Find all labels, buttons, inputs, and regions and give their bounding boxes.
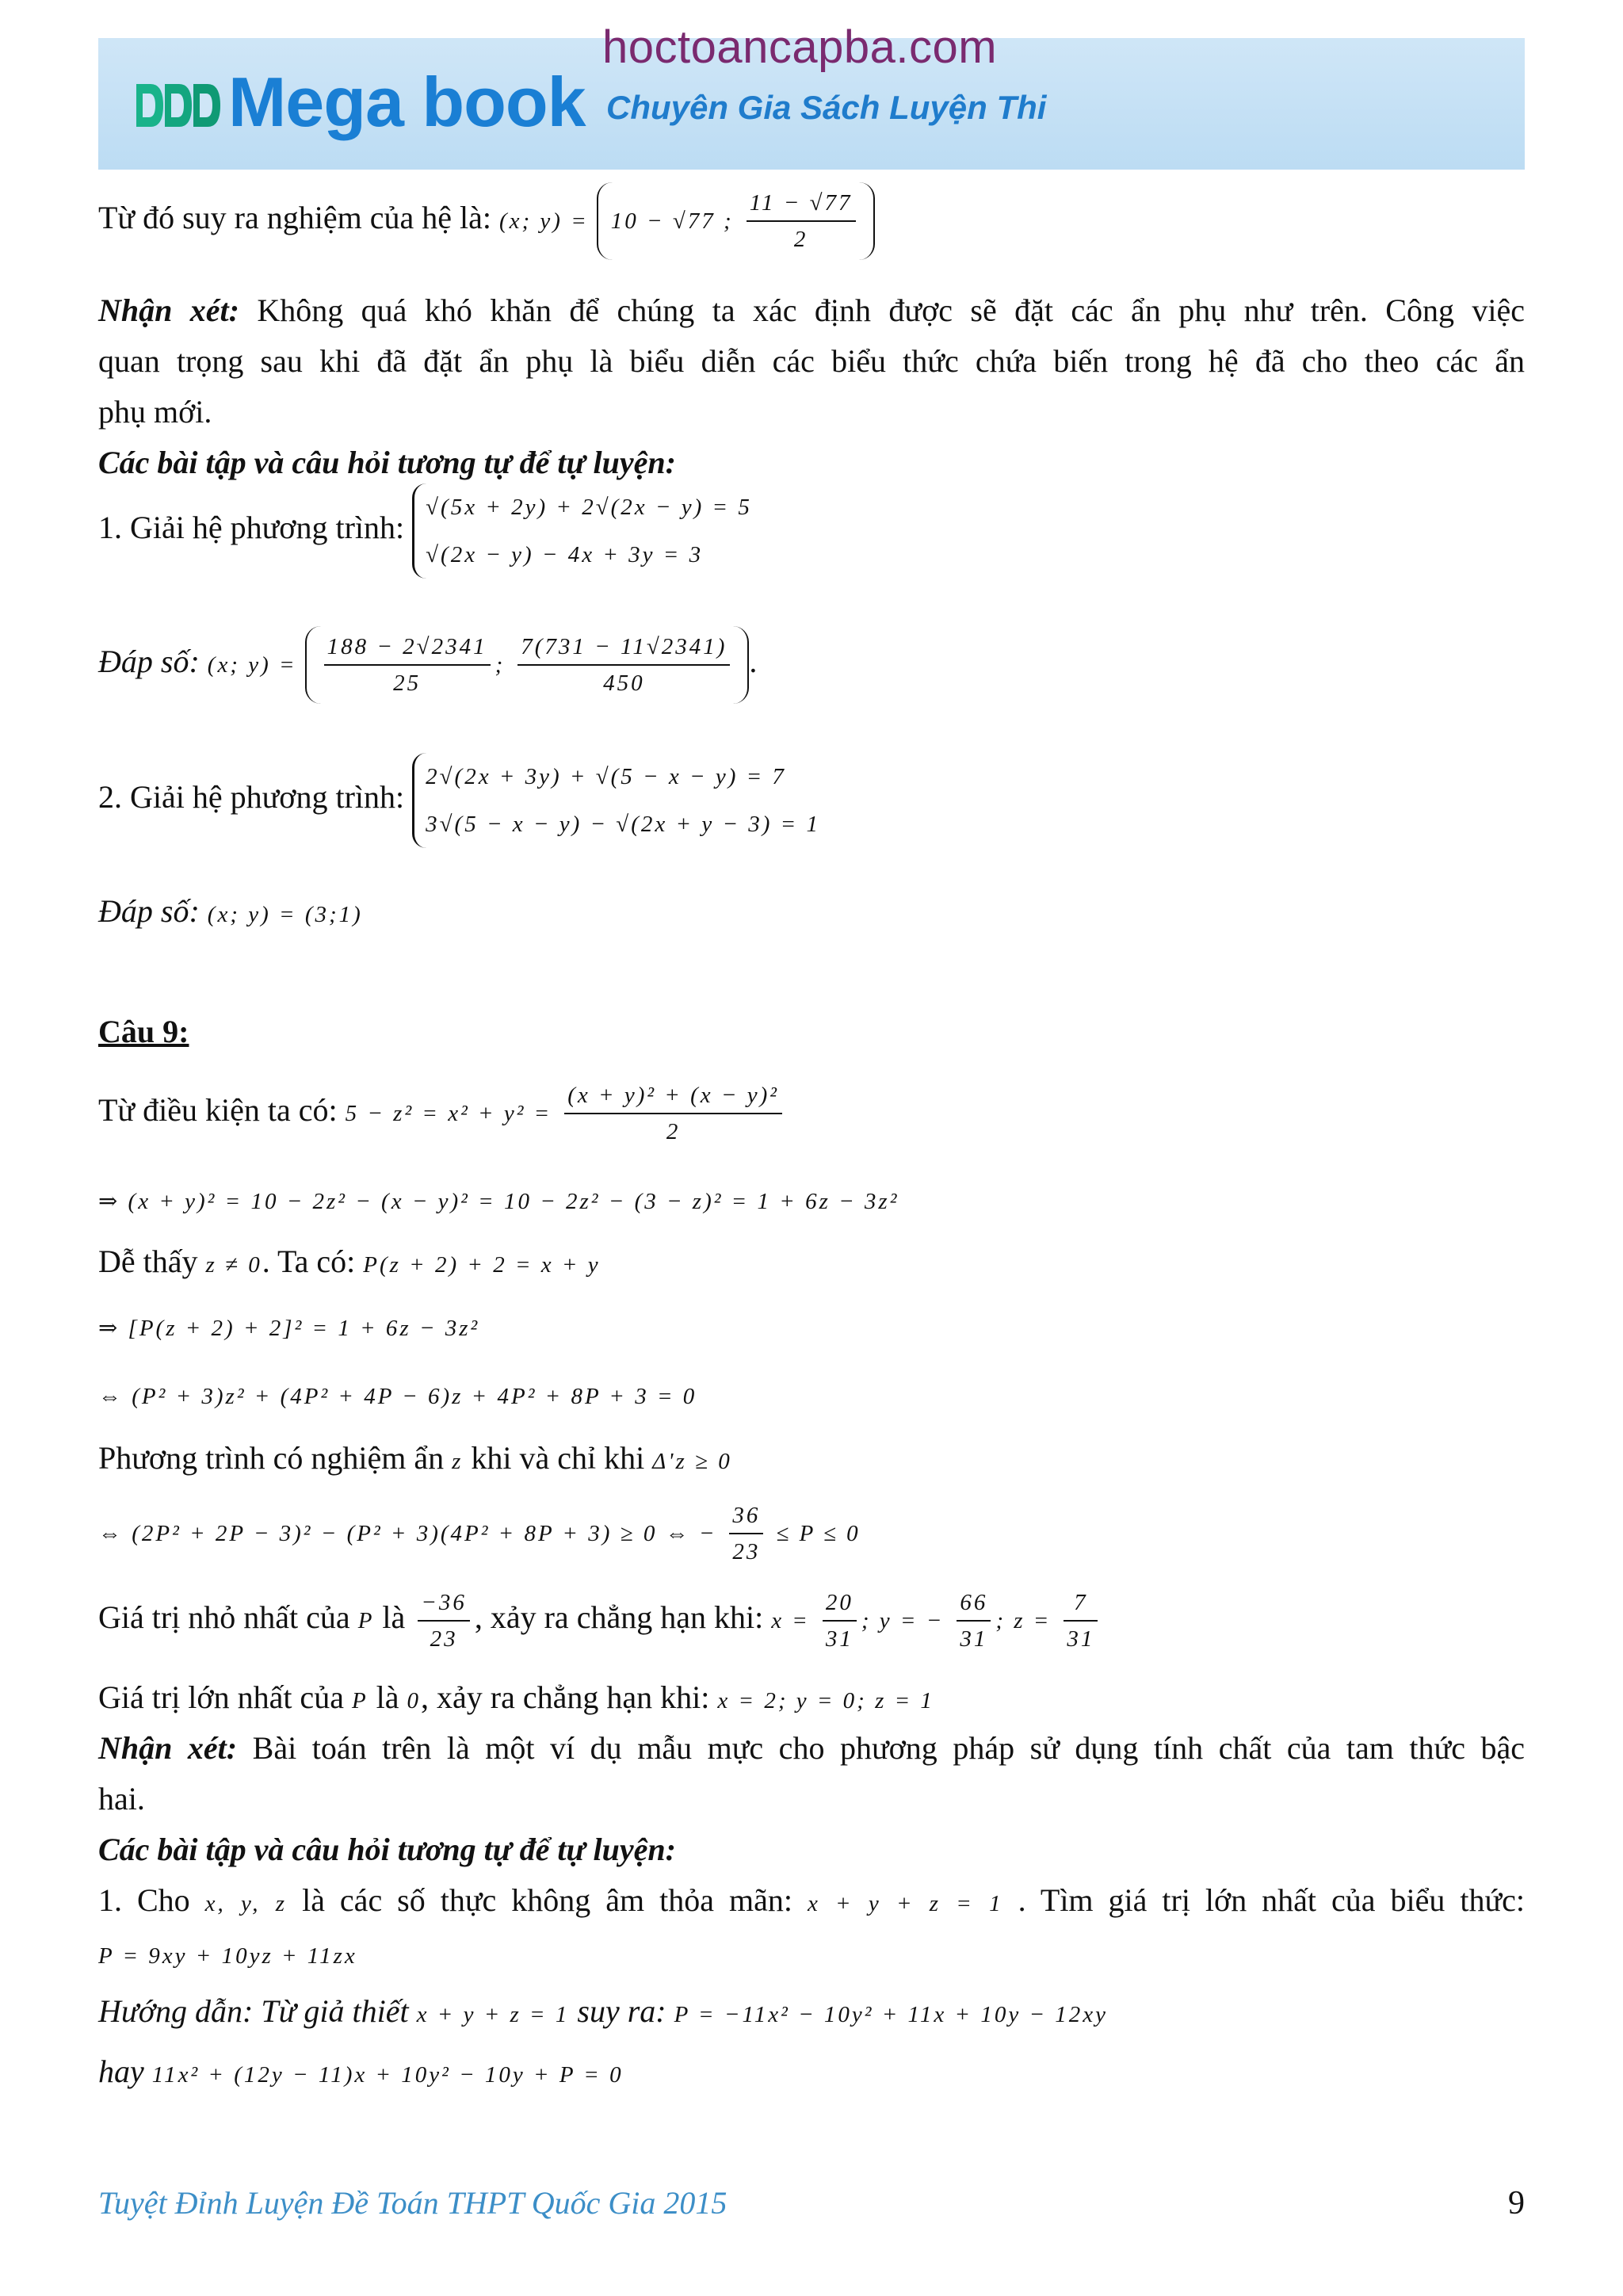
practice-heading: Các bài tập và câu hỏi tương tự để tự luyện: [98, 445, 676, 480]
math-x-value: 10 − √77 ; [610, 208, 734, 235]
text: là [382, 1599, 406, 1636]
brand-name: Mega book [228, 63, 586, 141]
fraction [823, 1585, 857, 1656]
math: ⇒ [P(z + 2) + 2]² = 1 + 6z − 3z² [98, 1316, 480, 1341]
fraction-denominator: 23 [732, 1539, 761, 1564]
math: ⇔ (2P² + 2P − 3)² − (P² + 3)(4P² + 8P + 3) ≥ 0 ⇔ − [98, 1521, 717, 1547]
text: Giá trị nhỏ nhất của [98, 1599, 350, 1636]
fraction-numerator: 7(731 − 11√2341) [517, 629, 730, 666]
text: Giá trị lớn nhất của [98, 1679, 344, 1715]
text: Từ điều kiện ta có: [98, 1092, 338, 1129]
q9-line-3 [98, 1236, 1525, 1290]
hint-text: suy ra: [577, 1993, 666, 2029]
answer-label: Đáp số: [98, 644, 200, 680]
math: z [452, 1449, 464, 1474]
remark-label: Nhận xét: [98, 1730, 238, 1766]
text: , xảy ra chẳng hạn khi: [474, 1599, 764, 1636]
answer-tuple: $\frac{188 - 2√2341}{25}$ ; $\frac{7(731 - 11√2341)}{450}$ [305, 626, 750, 704]
fraction [564, 1078, 782, 1149]
exercise-2 [98, 753, 1525, 848]
math: P [357, 1608, 375, 1634]
q9-line-8 [98, 1585, 1525, 1656]
text: là các số thực không âm thỏa mãn: [302, 1882, 792, 1918]
fraction-denominator: 2 [666, 1119, 681, 1144]
q9-line-7 [98, 1498, 1525, 1569]
fraction [729, 1498, 763, 1569]
fraction [418, 1585, 470, 1656]
answer-math: (x; y) = (3;1) [207, 902, 363, 927]
fraction-denominator: 31 [960, 1626, 988, 1652]
text: . Tìm giá trị lớn nhất của biểu thức: [1018, 1882, 1526, 1918]
remark-line: Bài toán trên là một ví dụ mẫu mực cho phương pháp sử dụng tính chất của tam thức bậc [252, 1730, 1526, 1766]
practice-heading-2: Các bài tập và câu hỏi tương tự để tự luyện: [98, 1832, 676, 1867]
fraction-denominator: 450 [603, 670, 645, 696]
fraction-numerator: 36 [729, 1498, 763, 1534]
math-lhs: (x; y) = [207, 652, 297, 678]
math: ≤ P ≤ 0 [776, 1521, 861, 1547]
equation-system [412, 753, 820, 848]
math: x + y + z = 1 [807, 1891, 1003, 1916]
remark-line: Không quá khó khăn để chúng ta xác định được sẽ đặt các ẩn phụ như trên. Công việc [257, 292, 1525, 328]
math: z ≠ 0 [205, 1252, 262, 1278]
exercise-label: 1. Giải hệ phương trình: [98, 510, 405, 546]
q9-line-1 [98, 1078, 1525, 1149]
math: ; y = − [861, 1608, 945, 1634]
fraction-numerator: 20 [823, 1585, 857, 1622]
question-9-title [98, 1007, 1525, 1057]
hint-text: hay [98, 2053, 144, 2089]
remark-paragraph-1 [98, 285, 1525, 336]
system-solution-line [98, 182, 1525, 260]
math: P [351, 1688, 369, 1713]
math: x, y, z [204, 1891, 288, 1916]
math: P = −11x² − 10y² + 11x + 10y − 12xy [674, 2002, 1109, 2027]
answer-2 [98, 886, 1525, 940]
math: Δ'z ≥ 0 [652, 1449, 732, 1474]
fraction-numerator: 11 − √77 [747, 185, 856, 222]
solution-tuple [597, 182, 875, 260]
footer-book-title: Tuyệt Đỉnh Luyện Đề Toán THPT Quốc Gia 2015 [98, 2185, 727, 2221]
fraction [1064, 1585, 1098, 1656]
hint-line-2 [98, 2046, 1525, 2100]
fraction-numerator: 188 − 2√2341 [324, 629, 491, 666]
fraction-numerator: 7 [1064, 1585, 1098, 1622]
equation-row: √(5x + 2y) + 2√(2x − y) = 5 [426, 495, 752, 520]
remark-line-3: phụ mới. [98, 394, 212, 430]
period: . [749, 644, 758, 680]
fraction-denominator: 2 [793, 227, 808, 252]
q9-line-6 [98, 1433, 1525, 1487]
math: 0 [407, 1688, 422, 1713]
equation-row: 2√(2x + 3y) + √(5 − x − y) = 7 [426, 764, 786, 789]
math: x = 2; y = 0; z = 1 [717, 1688, 934, 1713]
fraction-denominator: 31 [825, 1626, 854, 1652]
math: ; z = [995, 1608, 1052, 1634]
answer-1 [98, 626, 1525, 704]
math: x = [771, 1608, 810, 1634]
remark-line-2: quan trọng sau khi đã đặt ẩn phụ là biểu diễn các biểu thức chứa biến trong hệ đã cho theo các ẩn [98, 343, 1525, 379]
text: 1. Cho [98, 1882, 190, 1918]
hint-line [98, 1986, 1525, 2040]
practice-problem-1-expr [98, 1927, 1525, 1981]
fraction-numerator: (x + y)² + (x − y)² [564, 1078, 782, 1114]
answer-label: Đáp số: [98, 893, 200, 929]
text: là [376, 1679, 399, 1715]
fraction-numerator: 66 [957, 1585, 991, 1622]
equation-row: 3√(5 − x − y) − √(2x + y − 3) = 1 [426, 812, 820, 837]
site-url[interactable]: hoctoancapba.com [602, 21, 998, 73]
solution-intro: Từ đó suy ra nghiệm của hệ là: [98, 200, 491, 236]
hint-label: Hướng dẫn: Từ giả thiết [98, 1993, 409, 2029]
math-lhs: (x; y) = [498, 208, 589, 235]
fraction-denominator: 23 [430, 1626, 458, 1652]
remark-paragraph-2 [98, 1723, 1525, 1774]
y-fraction [747, 185, 856, 257]
math: 11x² + (12y − 11)x + 10y² − 10y + P = 0 [151, 2062, 624, 2088]
equation-system [412, 483, 752, 579]
exercise-label: 2. Giải hệ phương trình: [98, 779, 405, 816]
equation-row: √(2x − y) − 4x + 3y = 3 [426, 542, 704, 567]
math: ⇔ (P² + 3)z² + (4P² + 4P − 6)z + 4P² + 8P + 3 = 0 [98, 1384, 697, 1409]
text: . Ta có: [262, 1244, 356, 1279]
text: Dễ thấy [98, 1244, 198, 1279]
q9-line-4 [98, 1300, 1525, 1354]
q9-line-9 [98, 1672, 1525, 1726]
practice-problem-1 [98, 1875, 1525, 1929]
math: 5 − z² = x² + y² = [345, 1101, 552, 1127]
text: , xảy ra chẳng hạn khi: [421, 1679, 710, 1715]
question-title: Câu 9: [98, 1014, 189, 1049]
math: x + y + z = 1 [416, 2002, 570, 2027]
x-fraction [324, 629, 491, 701]
fraction-denominator: 25 [393, 670, 422, 696]
remark-line-2: hai. [98, 1781, 145, 1817]
q9-line-5 [98, 1368, 1525, 1422]
fraction [957, 1585, 991, 1656]
fraction-numerator: −36 [418, 1585, 470, 1622]
math: P(z + 2) + 2 = x + y [363, 1252, 601, 1278]
exercise-1 [98, 483, 1525, 579]
remark-label: Nhận xét: [98, 292, 239, 328]
fraction-denominator: 31 [1067, 1626, 1095, 1652]
math: ⇒ (x + y)² = 10 − 2z² − (x − y)² = 10 − 2z² − (3 − z)² = 1 + 6z − 3z² [98, 1189, 899, 1214]
y-fraction [517, 629, 730, 701]
q9-line-2 [98, 1173, 1525, 1227]
math: P = 9xy + 10yz + 11zx [98, 1943, 357, 1969]
brand-tagline: Chuyên Gia Sách Luyện Thi [606, 89, 1047, 126]
text: Phương trình có nghiệm ẩn [98, 1440, 445, 1476]
megabook-logo-icon [135, 78, 226, 133]
text: khi và chỉ khi [471, 1440, 645, 1476]
page-number: 9 [1508, 2185, 1525, 2222]
